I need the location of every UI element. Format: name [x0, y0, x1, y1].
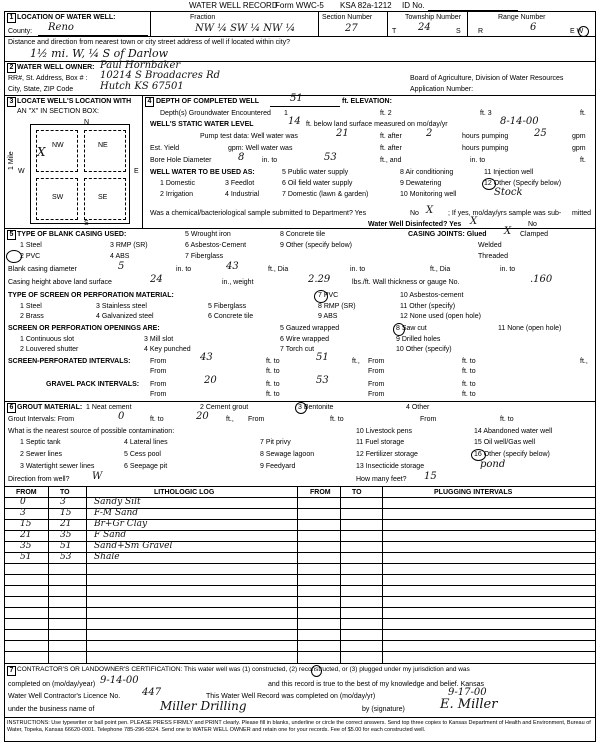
use-option[interactable]: 4 Industrial — [225, 191, 260, 198]
log-row-desc: Br+Gr Clay — [94, 519, 148, 529]
screen-option[interactable]: 5 Fiberglass — [208, 303, 247, 310]
hours-pumping: hours pumping — [462, 145, 509, 152]
section-box — [18, 119, 146, 227]
blank-diameter-value: 5 — [118, 261, 125, 272]
static-level-label: WELL'S STATIC WATER LEVEL — [150, 121, 254, 128]
to-label: ft. to — [462, 381, 476, 388]
certification-line-2: and this record is true to the best of my knowledge and belief. Kansas — [268, 681, 484, 688]
grout-label: GROUT MATERIAL: — [17, 404, 83, 411]
casing-height-value: 24 — [150, 274, 163, 285]
section-box-label: AN "X" IN SECTION BOX: — [17, 108, 99, 115]
from-label: From — [368, 381, 385, 388]
gravel-pack-label: GRAVEL PACK INTERVALS: — [46, 381, 140, 388]
section-3-number: 3 — [7, 97, 16, 107]
direction-label: Direction from well? — [8, 476, 70, 483]
use-option[interactable]: 12 Other (Specify below) — [484, 180, 562, 187]
contamination-option[interactable]: 5 Cess pool — [124, 451, 161, 458]
opening-option[interactable]: 11 None (open hole) — [498, 325, 562, 332]
gpm-label: gpm — [572, 133, 586, 140]
screen-option[interactable]: 8 RMP (SR) — [318, 303, 356, 310]
contamination-option[interactable]: 8 Sewage lagoon — [260, 451, 315, 458]
casing-pvc-circle — [6, 250, 22, 263]
opening-option[interactable]: 4 Key punched — [144, 346, 191, 353]
gpm-label: gpm — [572, 145, 586, 152]
casing-option[interactable]: 4 ABS — [110, 253, 130, 260]
nw-label: NW — [52, 142, 64, 149]
log-row-to: 21 — [60, 519, 72, 529]
city-value: Hutch KS 67501 — [100, 81, 184, 92]
log-row-from: 35 — [20, 541, 32, 551]
bore-label: Bore Hole Diameter — [150, 157, 212, 164]
disinfected-mark: X — [470, 216, 478, 227]
use-option[interactable]: 3 Feedlot — [225, 180, 255, 187]
section-1-number: 1 — [7, 13, 16, 23]
divider — [318, 11, 319, 36]
bore-to-value: 53 — [324, 152, 337, 163]
perf-to-value: 51 — [316, 352, 329, 363]
blank-to-value: 43 — [226, 261, 239, 272]
contamination-option[interactable]: 2 Sewer lines — [20, 451, 63, 458]
log-row-line — [4, 596, 596, 597]
gw-ft2: ft. 2 — [380, 110, 392, 117]
form-number: Form WWC-5 — [275, 1, 324, 10]
opening-option[interactable]: 10 Other (specify) — [396, 346, 452, 353]
west-label: W — [18, 168, 25, 175]
gauge-value: .160 — [530, 274, 553, 285]
use-option[interactable]: 5 Public water supply — [282, 169, 349, 176]
ft-after: ft. after — [380, 145, 402, 152]
screen-option[interactable]: 11 Other (specify) — [400, 303, 456, 310]
gravel-from-value: 20 — [204, 375, 217, 386]
opening-option[interactable]: 8 Saw cut — [396, 325, 427, 332]
disinfected-label: Water Well Disinfected? Yes — [368, 221, 462, 228]
from-label: From — [368, 358, 385, 365]
water-use-label: WELL WATER TO BE USED AS: — [150, 169, 255, 176]
record-completed-label: This Water Well Record was completed on (mo/day/yr) — [206, 693, 376, 700]
to-label: ft. to — [500, 416, 514, 423]
signature-label: by (signature) — [362, 706, 405, 713]
t-label: T — [392, 28, 397, 35]
gravel-to-value: 53 — [316, 375, 329, 386]
clamped-label: Clamped — [520, 231, 549, 238]
log-row-desc: F Sand — [94, 530, 127, 540]
log-row-to: 35 — [60, 530, 72, 540]
use-option[interactable]: 11 Injection well — [484, 169, 534, 176]
opening-option[interactable]: 3 Mill slot — [144, 336, 174, 343]
contamination-option[interactable]: 6 Seepage pit — [124, 463, 168, 470]
mitted-label: mitted — [572, 210, 592, 217]
contamination-option[interactable]: 13 Insecticide storage — [356, 463, 425, 470]
casing-option[interactable]: 2 PVC — [20, 253, 41, 260]
log-header-from: FROM — [16, 489, 37, 496]
section-6-number: 6 — [7, 403, 16, 413]
log-row-line — [4, 508, 596, 509]
groundwater-label: Depth(s) Groundwater Encountered — [160, 110, 271, 117]
log-row-line — [4, 629, 596, 630]
contamination-option[interactable]: 10 Livestock pens — [356, 428, 413, 435]
from-label: From — [248, 416, 265, 423]
contamination-option[interactable]: 7 Pit privy — [260, 439, 291, 446]
disinfected-no: No — [528, 221, 537, 228]
board-label: Board of Agriculture, Division of Water Resources — [410, 75, 564, 82]
to-label: ft. to — [266, 381, 280, 388]
static-level-date: 8-14-00 — [500, 116, 539, 127]
saw-cut-circle — [393, 323, 405, 336]
ft-label: ft., — [580, 358, 588, 365]
log-row-line — [4, 541, 596, 542]
log-row-from: 51 — [20, 552, 32, 562]
application-number-label: Application Number: — [410, 86, 474, 93]
if-yes-label: ; If yes, mo/day/yrs sample was sub- — [448, 210, 562, 217]
contamination-option[interactable]: 12 Fertilizer storage — [356, 451, 418, 458]
contamination-option[interactable]: 9 Feedyard — [260, 463, 296, 470]
to-label: ft. to — [266, 358, 280, 365]
business-name-value: Miller Drilling — [160, 699, 247, 713]
log-row-from: 21 — [20, 530, 32, 540]
to-label: ft. to — [330, 416, 344, 423]
chem-no-mark: X — [426, 205, 434, 216]
range-value: 6 — [530, 22, 537, 33]
use-option[interactable]: 8 Air conditioning — [400, 169, 454, 176]
to-label: ft. to — [266, 391, 280, 398]
fraction-label: Fraction — [190, 14, 216, 21]
log-header-to2: TO — [352, 489, 362, 496]
address-value: 10214 S Broadacres Rd — [100, 70, 221, 81]
log-row-line — [4, 618, 596, 619]
to-label: ft. to — [150, 416, 164, 423]
log-row-line — [4, 519, 596, 520]
log-row-to: 15 — [60, 508, 72, 518]
city-label: City, State, ZIP Code — [8, 86, 74, 93]
depth-line — [270, 106, 340, 107]
in-to: in. to — [500, 266, 516, 273]
opening-option[interactable]: 5 Gauzed wrapped — [280, 325, 340, 332]
grout-option[interactable]: 1 Neat cement — [86, 404, 132, 411]
ft-after: ft. after — [380, 133, 402, 140]
completed-on-label: completed on (mo/day/year) — [8, 681, 96, 688]
section-2-number: 2 — [7, 63, 16, 73]
s-label: S — [456, 28, 461, 35]
openings-label: SCREEN OR PERFORATION OPENINGS ARE: — [8, 325, 160, 332]
ft-and: ft., and — [380, 157, 402, 164]
range-label: Range Number — [498, 14, 546, 21]
direction-value: W — [92, 471, 103, 482]
ft-label: ft., — [352, 358, 360, 365]
contamination-option[interactable]: 4 Lateral lines — [124, 439, 168, 446]
depth-label: DEPTH OF COMPLETED WELL — [156, 98, 260, 105]
from-label: From — [368, 391, 385, 398]
feet-label: How many feet? — [356, 476, 407, 483]
joints-mark: X — [504, 226, 512, 237]
se-label: SE — [98, 194, 108, 201]
lithologic-log-table — [4, 486, 596, 663]
from-label: From — [150, 391, 167, 398]
license-value: 447 — [142, 687, 162, 698]
grout-to-value: 20 — [196, 411, 209, 422]
log-row-to: 53 — [60, 552, 72, 562]
bore-value: 8 — [238, 152, 245, 163]
log-row-from: 3 — [20, 508, 26, 518]
log-row-line — [4, 530, 596, 531]
ft-label: ft., — [226, 416, 234, 423]
gpm-value: 25 — [534, 128, 547, 139]
grout-from-value: 0 — [118, 411, 125, 422]
log-row-desc: Sand+Sm Gravel — [94, 541, 173, 551]
section-5-number: 5 — [7, 230, 16, 240]
rule — [4, 61, 596, 62]
opening-option[interactable]: 6 Wire wrapped — [280, 336, 330, 343]
joints-label: CASING JOINTS: Glued — [408, 231, 487, 238]
from-label: From — [420, 416, 437, 423]
ne-label: NE — [98, 142, 108, 149]
divider — [387, 11, 388, 36]
use-option[interactable]: 6 Oil field water supply — [282, 180, 353, 187]
screen-option[interactable]: 2 Brass — [20, 313, 44, 320]
rule — [4, 663, 596, 664]
opening-option[interactable]: 2 Louvered shutter — [20, 346, 79, 353]
use-other-value: Stock — [494, 187, 523, 198]
perforated-intervals-label: SCREEN-PERFORATED INTERVALS: — [8, 358, 131, 365]
gw-ft3: ft. 3 — [480, 110, 492, 117]
pump-test-value: 21 — [336, 128, 349, 139]
business-name-label: under the business name of — [8, 706, 95, 713]
grout-intervals-label: Grout Intervals: From — [8, 416, 75, 423]
screen-option[interactable]: 6 Concrete tile — [208, 313, 254, 320]
casing-option[interactable]: 6 Asbestos-Cement — [185, 242, 247, 249]
casing-label: TYPE OF BLANK CASING USED: — [17, 231, 127, 238]
grout-option[interactable]: 4 Other — [406, 404, 430, 411]
distance-value: 1½ mi. W, ¼ S of Darlow — [30, 47, 169, 60]
opening-option[interactable]: 1 Continuous slot — [20, 336, 75, 343]
rule — [4, 717, 596, 718]
mile-label: 1 Mile — [8, 151, 15, 170]
to-label: ft. to — [462, 391, 476, 398]
license-label: Water Well Contractor's Licence No. — [8, 693, 121, 700]
sw-label: SW — [52, 194, 64, 201]
gw-ft: ft. — [580, 110, 586, 117]
lbs-label: lbs./ft. Wall thickness or gauge No. — [352, 279, 460, 286]
casing-option[interactable]: 5 Wrought iron — [185, 231, 231, 238]
log-row-line — [4, 574, 596, 575]
contamination-option[interactable]: 16 Other (specify below) — [474, 451, 550, 458]
address-label: RR#, St. Address, Box # : — [8, 75, 88, 82]
divider — [150, 11, 151, 36]
screen-pvc-circle — [314, 290, 328, 303]
casing-option[interactable]: 8 Concrete tile — [280, 231, 326, 238]
in-to: in. to — [176, 266, 192, 273]
divider — [467, 11, 468, 36]
perf-from-value: 43 — [200, 352, 213, 363]
feet-value: 15 — [424, 471, 437, 482]
owner-value: Paul Hornbaker — [100, 60, 181, 71]
hours-value: 2 — [426, 128, 433, 139]
contamination-option[interactable]: 15 Oil well/Gas well — [474, 439, 536, 446]
welded-label: Welded — [478, 242, 502, 249]
depth-value: 51 — [290, 93, 303, 104]
contamination-option[interactable]: 3 Watertight sewer lines — [20, 463, 95, 470]
blank-diameter-label: Blank casing diameter — [8, 266, 77, 273]
log-row-desc: Sandy Silt — [94, 497, 141, 507]
log-header-to: TO — [60, 489, 70, 496]
use-option[interactable]: 7 Domestic (lawn & garden) — [282, 191, 369, 198]
to-label: ft. to — [266, 368, 280, 375]
log-row-line — [4, 552, 596, 553]
north-label: N — [84, 119, 90, 126]
fraction-value: NW ¼ SW ¼ NW ¼ — [195, 23, 296, 34]
township-label: Township Number — [405, 14, 462, 21]
county-label: County: — [8, 28, 33, 35]
certification-line-1: CONTRACTOR'S OR LANDOWNER'S CERTIFICATION: This water well was (1) constructed, (2) reconstructed, or (3) plugged under my jurisdiction and was — [17, 666, 470, 673]
log-row-line — [4, 563, 596, 564]
ksa-reference: KSA 82a-1212 — [340, 1, 392, 10]
contamination-other-value: pond — [480, 459, 506, 470]
in-to: in. to — [350, 266, 366, 273]
contamination-option[interactable]: 14 Abandoned water well — [474, 428, 553, 435]
from-label: From — [150, 381, 167, 388]
pump-test-label: Pump test data: Well water was — [200, 133, 298, 140]
ne-quarter — [84, 130, 126, 172]
chem-no: No — [410, 210, 419, 217]
use-option[interactable]: 9 Dewatering — [400, 180, 442, 187]
instructions-text: INSTRUCTIONS: Use typewriter or ball point pen. PLEASE PRESS FIRMLY and PRINT clearly. Please fill in blanks, underline or circle the correct answers. Send top three copies to Kansas Department of Health and Environment, Bureau of Water, Topeka, Kansas 66620-0001. Telephone 785-296-5524. Send one to WATER WELL OWNER and retain one for your records. Fee of $5.00 for each constructed well. — [7, 720, 591, 733]
screen-option[interactable]: 12 None used (open hole) — [400, 313, 481, 320]
elevation-label: ft. ELEVATION: — [342, 98, 392, 105]
weight-value: 2.29 — [308, 274, 331, 285]
log-row-to: 3 — [60, 497, 66, 507]
hours-pumping: hours pumping — [462, 133, 509, 140]
locate-label: LOCATE WELL'S LOCATION WITH — [17, 98, 132, 105]
log-header-from2: FROM — [310, 489, 331, 496]
form-title: WATER WELL RECORD — [189, 1, 278, 10]
contamination-option[interactable]: 1 Septic tank — [20, 439, 61, 446]
ft-label: ft. — [580, 157, 586, 164]
screen-option[interactable]: 4 Galvanized steel — [96, 313, 154, 320]
section-number-value: 27 — [345, 23, 358, 34]
log-row-line — [4, 607, 596, 608]
location-mark: X — [37, 145, 46, 159]
screen-option[interactable]: 1 Steel — [20, 303, 42, 310]
in-to: in. to — [470, 157, 486, 164]
completed-date-value: 9-14-00 — [100, 675, 139, 686]
opening-option[interactable]: 7 Torch cut — [280, 346, 315, 353]
from-label: From — [150, 358, 167, 365]
location-label: LOCATION OF WATER WELL: — [17, 14, 116, 21]
to-label: ft. to — [462, 358, 476, 365]
est-yield-rest: gpm: Well water was — [228, 145, 293, 152]
casing-height-label: Casing height above land surface — [8, 279, 112, 286]
use-option[interactable]: 10 Monitoring well — [400, 191, 457, 198]
static-level-value: 14 — [288, 116, 301, 127]
rule — [4, 36, 596, 37]
contamination-label: What is the nearest source of possible contamination: — [8, 428, 175, 435]
log-row-line — [4, 651, 596, 652]
casing-option[interactable]: 1 Steel — [20, 242, 42, 249]
screen-type-label: TYPE OF SCREEN OR PERFORATION MATERIAL: — [8, 292, 174, 299]
log-row-desc: Shale — [94, 552, 120, 562]
log-header-lithologic: LITHOLOGIC LOG — [154, 489, 215, 496]
casing-option[interactable]: 3 RMP (SR) — [110, 242, 148, 249]
log-row-desc: F-M Sand — [94, 508, 139, 518]
log-row-from: 15 — [20, 519, 32, 529]
bore-in-to: in. to — [262, 157, 278, 164]
use-option[interactable]: 2 Irrigation — [160, 191, 194, 198]
est-yield-label: Est. Yield — [150, 145, 180, 152]
ft-dia: ft., Dia — [430, 266, 451, 273]
casing-option[interactable]: 9 Other (specify below) — [280, 242, 352, 249]
screen-option[interactable]: 9 ABS — [318, 313, 338, 320]
id-label: ID No. — [402, 1, 425, 10]
log-row-to: 51 — [60, 541, 72, 551]
log-row-line — [4, 640, 596, 641]
screen-option[interactable]: 10 Asbestos-cement — [400, 292, 464, 299]
log-header-plugging: PLUGGING INTERVALS — [434, 489, 513, 496]
chem-label: Was a chemical/bacteriological sample submitted to Department? Yes — [150, 210, 367, 217]
threaded-label: Threaded — [478, 253, 508, 260]
ft-dia: ft., Dia — [268, 266, 289, 273]
ew-label: E W — [570, 28, 584, 35]
signature-value: E. Miller — [440, 697, 498, 712]
to-label: ft. to — [462, 368, 476, 375]
log-row-line — [4, 585, 596, 586]
grout-option[interactable]: 3 Bentonite — [298, 404, 334, 411]
section-4-number: 4 — [145, 97, 154, 107]
in-weight: in., weight — [222, 279, 254, 286]
section-number-label: Section Number — [322, 14, 373, 21]
screen-option[interactable]: 7 PVC — [318, 292, 339, 299]
township-value: 24 — [418, 22, 431, 33]
use-option[interactable]: 1 Domestic — [160, 180, 196, 187]
gw-one: 1 — [284, 110, 288, 117]
r-label: R — [478, 28, 484, 35]
screen-option[interactable]: 3 Stainless steel — [96, 303, 147, 310]
east-label: E — [134, 168, 139, 175]
record-date-value: 9-17-00 — [448, 687, 487, 698]
static-level-rest: ft. below land surface measured on mo/day/yr — [306, 121, 448, 128]
owner-label: WATER WELL OWNER: — [17, 64, 95, 71]
section-7-number: 7 — [7, 666, 16, 676]
grout-option[interactable]: 2 Cement grout — [200, 404, 249, 411]
bentonite-circle — [295, 402, 307, 414]
log-row-line — [4, 497, 596, 498]
log-row-from: 0 — [20, 497, 26, 507]
casing-option[interactable]: 7 Fiberglass — [185, 253, 224, 260]
contamination-option[interactable]: 11 Fuel storage — [356, 439, 405, 446]
south-label: S — [84, 220, 89, 227]
county-value: Reno — [48, 22, 74, 33]
opening-option[interactable]: 9 Drilled holes — [396, 336, 441, 343]
distance-label: Distance and direction from nearest town or city street address of well if located within city? — [8, 39, 291, 46]
constructed-circle — [311, 665, 322, 677]
from-label: From — [150, 368, 167, 375]
from-label: From — [368, 368, 385, 375]
